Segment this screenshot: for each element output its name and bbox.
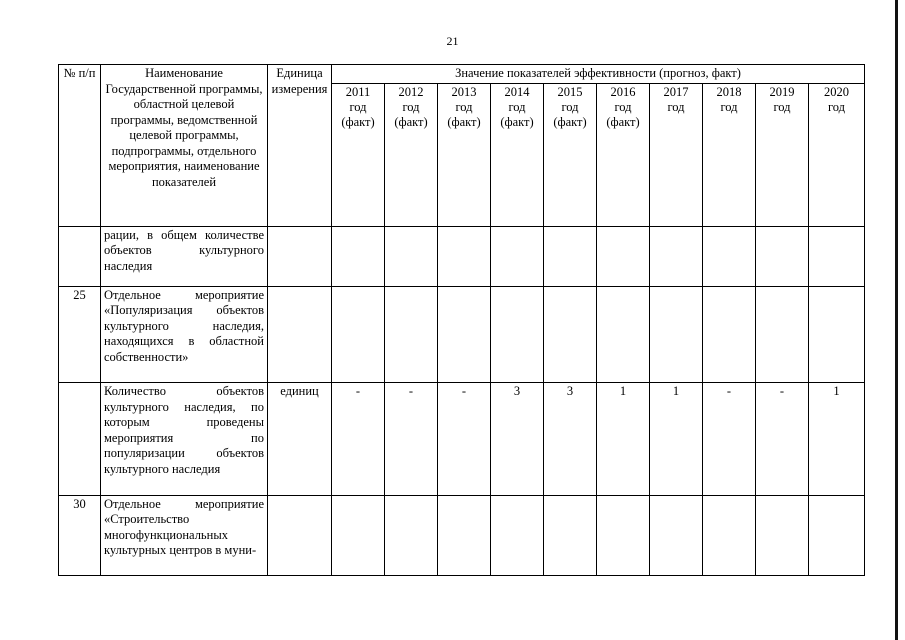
year-word: год (720, 99, 738, 114)
row-value (544, 495, 597, 575)
header-year-cell (703, 83, 756, 226)
header-row-top (59, 65, 865, 84)
table-row (59, 495, 865, 575)
year-word: год (508, 99, 526, 114)
header-year-cell (650, 83, 703, 226)
header-year-cell (491, 83, 544, 226)
row-value: 1 (650, 383, 703, 495)
row-value: 3 (544, 383, 597, 495)
table-row (59, 226, 865, 286)
row-value (597, 226, 650, 286)
indicators-table (58, 64, 865, 576)
row-value (385, 226, 438, 286)
row-value (756, 495, 809, 575)
year-note: (факт) (394, 114, 428, 129)
year-word: год (773, 99, 791, 114)
year-word: год (667, 99, 685, 114)
row-unit (268, 286, 332, 382)
year-word: год (455, 99, 473, 114)
row-value (385, 495, 438, 575)
row-value: 1 (809, 383, 865, 495)
row-value: - (703, 383, 756, 495)
row-value (544, 226, 597, 286)
row-value (703, 286, 756, 382)
row-num: 30 (59, 495, 101, 575)
row-value (703, 495, 756, 575)
year-label: 2020 (824, 84, 849, 99)
row-value (703, 226, 756, 286)
row-value (438, 226, 491, 286)
row-value (809, 226, 865, 286)
header-num: № п/п (59, 65, 101, 227)
year-word: год (827, 99, 846, 114)
row-value (597, 495, 650, 575)
year-word: год (349, 99, 367, 114)
row-value (544, 286, 597, 382)
row-name: Количество объектов культурного наследия, по которым проведены мероприятия по популяризации объектов культурного наследия (101, 383, 268, 495)
year-note: (факт) (606, 114, 640, 129)
year-label: 2015 (557, 84, 583, 99)
row-unit (268, 495, 332, 575)
year-note: (факт) (447, 114, 481, 129)
year-label: 2016 (610, 84, 636, 99)
header-name: Наименование Государственной программы, областной целевой программы, ведомственной целевой программы, подпрограммы, отдельного мероприятия, наименование показателей (101, 65, 268, 227)
row-value (650, 495, 703, 575)
row-num (59, 226, 101, 286)
year-label: 2019 (769, 84, 795, 99)
year-label: 2011 (345, 84, 371, 99)
row-value (385, 286, 438, 382)
row-unit: единиц (268, 383, 332, 495)
row-value: - (332, 383, 385, 495)
row-value (756, 286, 809, 382)
row-value (438, 286, 491, 382)
header-year-cell (385, 83, 438, 226)
row-value (756, 226, 809, 286)
row-name: Отдельное мероприятие «Строительство многофункциональных культурных центров в муни- (101, 495, 268, 575)
row-unit (268, 226, 332, 286)
page-number: 21 (446, 34, 459, 48)
year-word: год (561, 99, 579, 114)
year-word: год (402, 99, 420, 114)
row-value (597, 286, 650, 382)
row-value (650, 286, 703, 382)
header-year-cell (809, 83, 865, 226)
row-value (332, 286, 385, 382)
year-note: (факт) (553, 114, 587, 129)
row-value (438, 495, 491, 575)
header-year-cell (332, 83, 385, 226)
header-year-cell (438, 83, 491, 226)
row-value (332, 226, 385, 286)
header-year-cell (597, 83, 650, 226)
year-label: 2017 (663, 84, 689, 99)
row-num: 25 (59, 286, 101, 382)
row-value (809, 286, 865, 382)
row-value: - (438, 383, 491, 495)
year-word: год (614, 99, 632, 114)
year-label: 2012 (398, 84, 424, 99)
header-year-cell (544, 83, 597, 226)
row-value (491, 495, 544, 575)
header-unit: Единица измерения (268, 65, 332, 227)
year-note: (факт) (341, 114, 375, 129)
header-values-title: Значение показателей эффективности (прогноз, факт) (332, 65, 865, 84)
row-value (491, 226, 544, 286)
year-note: (факт) (500, 114, 534, 129)
row-value: 3 (491, 383, 544, 495)
row-value (491, 286, 544, 382)
row-value (332, 495, 385, 575)
row-value: 1 (597, 383, 650, 495)
year-label: 2013 (451, 84, 477, 99)
row-name: Отдельное мероприятие «Популяризация объектов культурного наследия, находящихся в областной собственности» (101, 286, 268, 382)
row-value: - (385, 383, 438, 495)
row-value: - (756, 383, 809, 495)
row-value (809, 495, 865, 575)
table-row (59, 383, 865, 495)
year-label: 2018 (716, 84, 742, 99)
row-name: рации, в общем количестве объектов культурного наследия (101, 226, 268, 286)
header-year-cell (756, 83, 809, 226)
page-edge-line (895, 0, 898, 640)
row-num (59, 383, 101, 495)
row-value (650, 226, 703, 286)
table-row (59, 286, 865, 382)
year-label: 2014 (504, 84, 530, 99)
